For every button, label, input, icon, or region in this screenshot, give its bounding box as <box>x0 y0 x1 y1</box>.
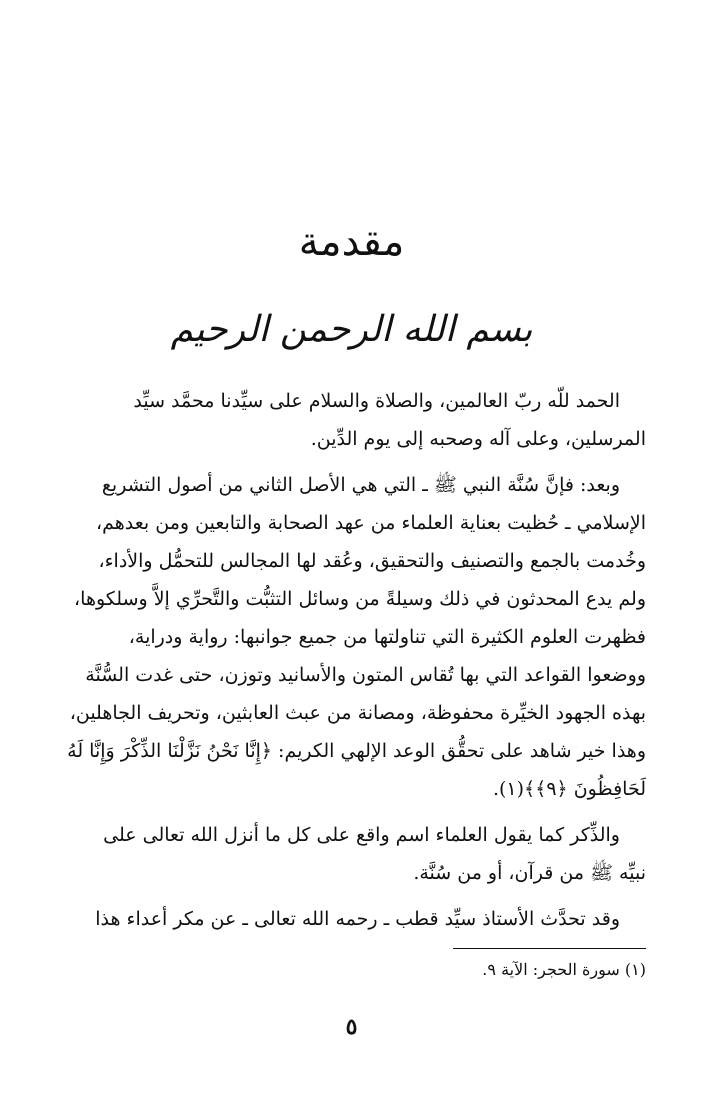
text-line: فظهرت العلوم الكثيرة التي تناولتها من جميع جوانبها: رواية ودراية، <box>128 626 646 648</box>
text-line: ولم يدع المحدثون في ذلك وسيلةً من وسائل التثبُّت والتَّحرِّي إلاَّ وسلكوها، <box>74 588 646 610</box>
footnote: (١) سورة الحجر: الآية ٩. <box>482 960 646 979</box>
text-line: الإسلامي ـ حُظيت بعناية العلماء من عهد الصحابة والتابعين ومن بعدهم، <box>96 512 646 534</box>
text-line: وخُدمت بالجمع والتصنيف والتحقيق، وعُقد لها المجالس للتحمُّل والأداء، <box>98 550 646 572</box>
text-line: والذِّكر كما يقول العلماء اسم واقع على كل ما أنزل الله تعالى على <box>103 824 620 846</box>
footnote-divider <box>453 948 646 949</box>
page-title: مقدمة <box>298 219 405 265</box>
text-line: الحمد للّه ربّ العالمين، والصلاة والسلام على سيِّدنا محمَّد سيِّد <box>133 390 620 412</box>
body-text <box>58 382 646 938</box>
page-number: ٥ <box>345 1014 358 1040</box>
paragraph-wa-bad <box>58 466 646 808</box>
paragraph-dhikr <box>58 816 646 892</box>
text-line: ووضعوا القواعد التي بها تُقاس المتون والأسانيد وتوزن، حتى غدت السُّنَّة <box>85 664 646 686</box>
text-line: وقد تحدَّث الأستاذ سيِّد قطب ـ رحمه الله تعالى ـ عن مكر أعداء هذا <box>95 908 620 930</box>
basmala-calligraphy: بسم الله الرحمن الرحيم <box>170 309 533 350</box>
paragraph-sayyid-qutb <box>58 900 646 938</box>
text-line: لَحَافِظُونَ ﴿٩﴾﴾(١). <box>492 778 646 800</box>
text-line: نبيِّه ﷺ من قرآن، أو من سُنَّة. <box>413 862 646 884</box>
paragraph-hamd <box>58 382 646 458</box>
text-line: وهذا خير شاهد على تحقُّق الوعد الإلهي الكريم: ﴿إِنَّا نَحْنُ نَزَّلْنَا الذِّكْرَ وَإِنَّا لَهُ <box>67 740 646 762</box>
text-line: وبعد: فإنَّ سُنَّة النبي ﷺ ـ التي هي الأصل الثاني من أصول التشريع <box>101 474 620 496</box>
text-line: المرسلين، وعلى آله وصحبه إلى يوم الدِّين. <box>310 428 646 450</box>
text-line: بهذه الجهود الخيِّرة محفوظة، ومصانة من عبث العابثين، وتحريف الجاهلين، <box>69 702 646 724</box>
